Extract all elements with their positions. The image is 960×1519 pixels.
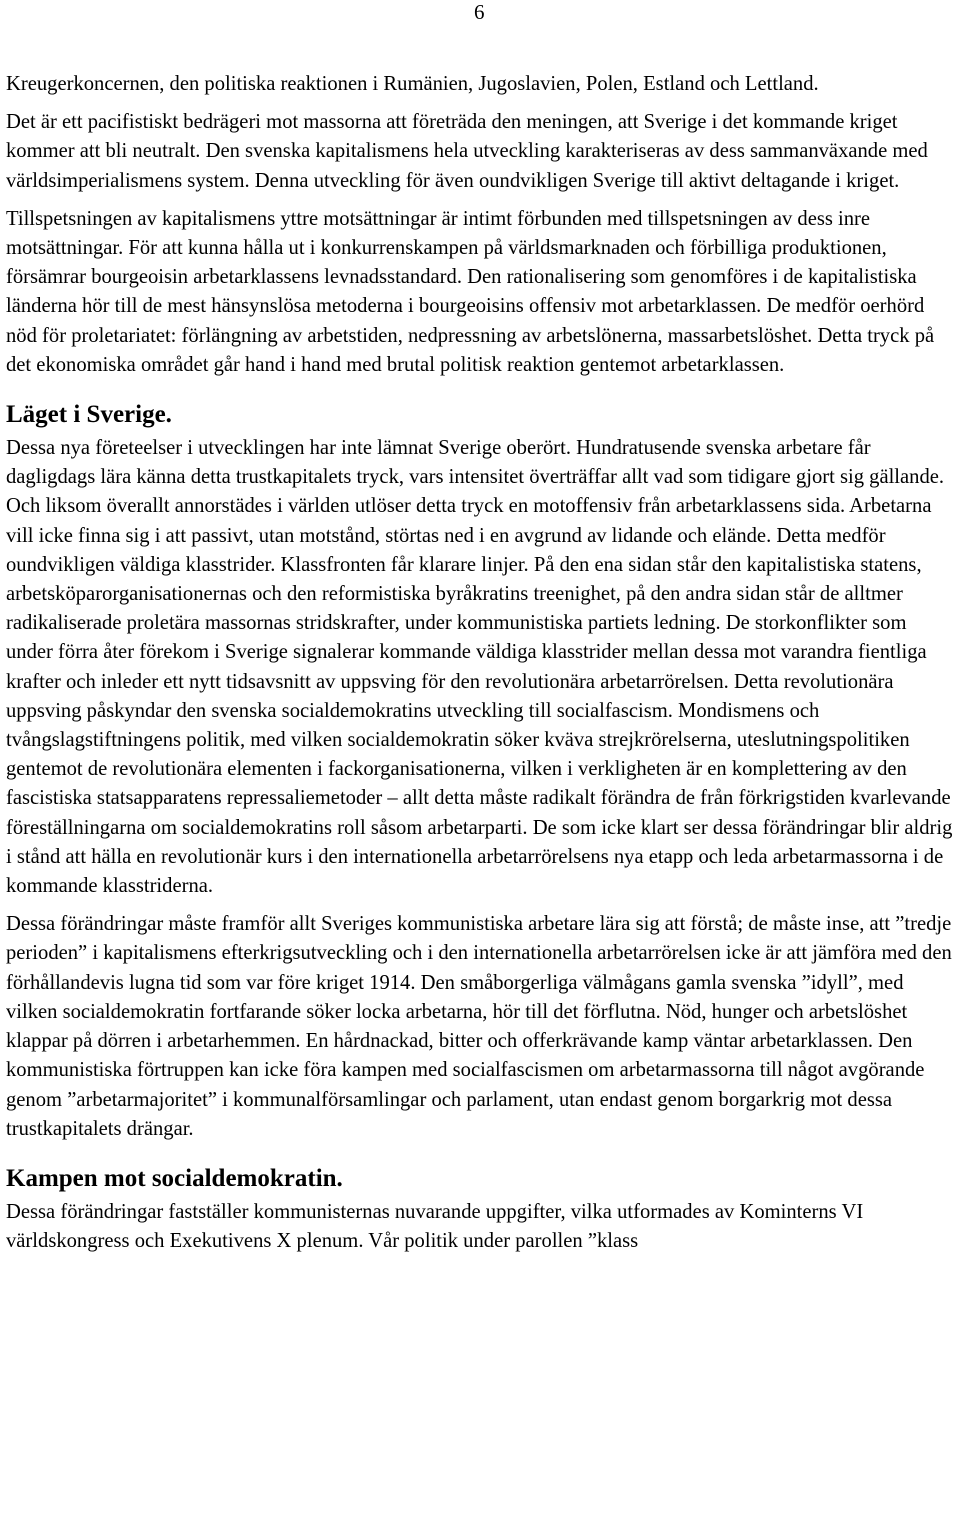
document-body (6, 70, 958, 1265)
paragraph: Det är ett pacifistiskt bedrägeri mot massorna att företräda den meningen, att Sverige i det kommande kriget kommer att bli neutralt. Den svenska kapitalismens hela utveckling karakteriseras av dess sammanväxande med världsimperialismens system. Denna utveckling för även oundvikligen Sverige till aktivt deltagande i kriget. (6, 111, 928, 192)
section-heading-kampen-mot-socialdemokratin: Kampen mot socialdemokratin. (6, 1164, 343, 1192)
paragraph: Kreugerkoncernen, den politiska reaktionen i Rumänien, Jugoslavien, Polen, Estland och Lettland. (6, 73, 819, 95)
section-heading-laget-i-sverige: Läget i Sverige. (6, 401, 172, 429)
paragraph: Tillspetsningen av kapitalismens yttre motsättningar är intimt förbunden med tillspetsningen av dess inre motsättningar. För att kunna hålla ut i konkurrenskampen på världsmarknaden och förbilliga produktionen, försämrar bourgeoisin arbetarklassens levnadsstandard. Den rationalisering som genomföres i de kapitalistiska länderna hör till de mest hänsynslösa metoderna i bourgeoisins offensiv mot arbetarklassen. De medför oerhörd nöd för proletariatet: förlängning av arbetstiden, nedpressning av arbetslönerna, massarbetslöshet. Detta tryck på det ekonomiska området går hand i hand med brutal politisk reaktion gentemot arbetarklassen. (6, 207, 935, 376)
paragraph: Dessa förändringar fastställer kommunisternas nuvarande uppgifter, vilka utformades av Kominterns VI världskongress och Exekutivens X plenum. Vår politik under parollen ”klass (6, 1200, 864, 1253)
page-number: 6 (474, 0, 485, 24)
paragraph: Dessa nya företeelser i utvecklingen har inte lämnat Sverige oberört. Hundratusende svenska arbetare får dagligdags lära känna detta trustkapitalets tryck, vars intensitet överträffar allt vad som tidigare gjort sig gällande. Och liksom överallt annorstädes i världen utlöser detta tryck en motoffensiv från arbetarklassens sida. Arbetarna vill icke finna sig i att passivt, utan motstånd, störtas ned i en avgrund av lidande och elände. Detta medför oundvikligen väldiga klasstrider. Klassfronten får klarare linjer. På den ena sidan står den kapitalistiska statens, arbetsköparorganisationernas och den reformistiska byråkratins treenighet, på den andra sidan står de alltmer radikaliserade proletära massornas stridskrafter, under kommunistiska partiets ledning. De storkonflikter som under förra åter förekom i Sverige signalerar kommande väldiga klasstrider mellan dessa mot varandra fientliga krafter och inleder ett nytt tidsavsnitt av uppsving för den revolutionära arbetarrörelsen. Detta revolutionära uppsving påskyndar den svenska socialdemokratins utveckling till socialfascism. Mondismens och tvångslagstiftningens politik, med vilken socialdemokratin söker kväva strejkrörelserna, uteslutningspolitiken gentemot de revolutionära elementen i fackorganisationerna, vilken i verkligheten är en komplettering av den fascistiska statsapparatens repressaliemetoder – allt detta måste radikalt förändra de från förkrigstiden kvarlevande föreställningarna om socialdemokratins roll såsom arbetarparti. De som icke klart ser dessa förändringar blir aldrig i stånd att hälla en revolutionär kurs i den internationella arbetarrörelsens nya etapp och leda arbetarmassorna i de kommande klasstriderna. (6, 437, 953, 898)
paragraph: Dessa förändringar måste framför allt Sveriges kommunistiska arbetare lära sig att förstå; de måste inse, att ”tredje perioden” i kapitalismens efterkrigsutveckling och i den internationella arbetarrörelsen icke är att jämföra med den förhållandevis lugna tid som var före kriget 1914. Den småborgerliga välmågans gamla svenska ”idyll”, med vilken socialdemokratin fortfarande söker locka arbetarna, hör till det förflutna. Nöd, hunger och arbetslöshet klappar på dörren i arbetarhemmen. En hårdnackad, bitter och offerkrävande kamp väntar arbetarklassen. Den kommunistiska förtruppen kan icke föra kampen med socialfascismen om arbetarmassorna till något avgörande genom ”arbetarmajoritet” i kommunalförsamlingar och parlament, utan endast genom borgarkrig mot dessa trustkapitalets drängar. (6, 913, 952, 1140)
